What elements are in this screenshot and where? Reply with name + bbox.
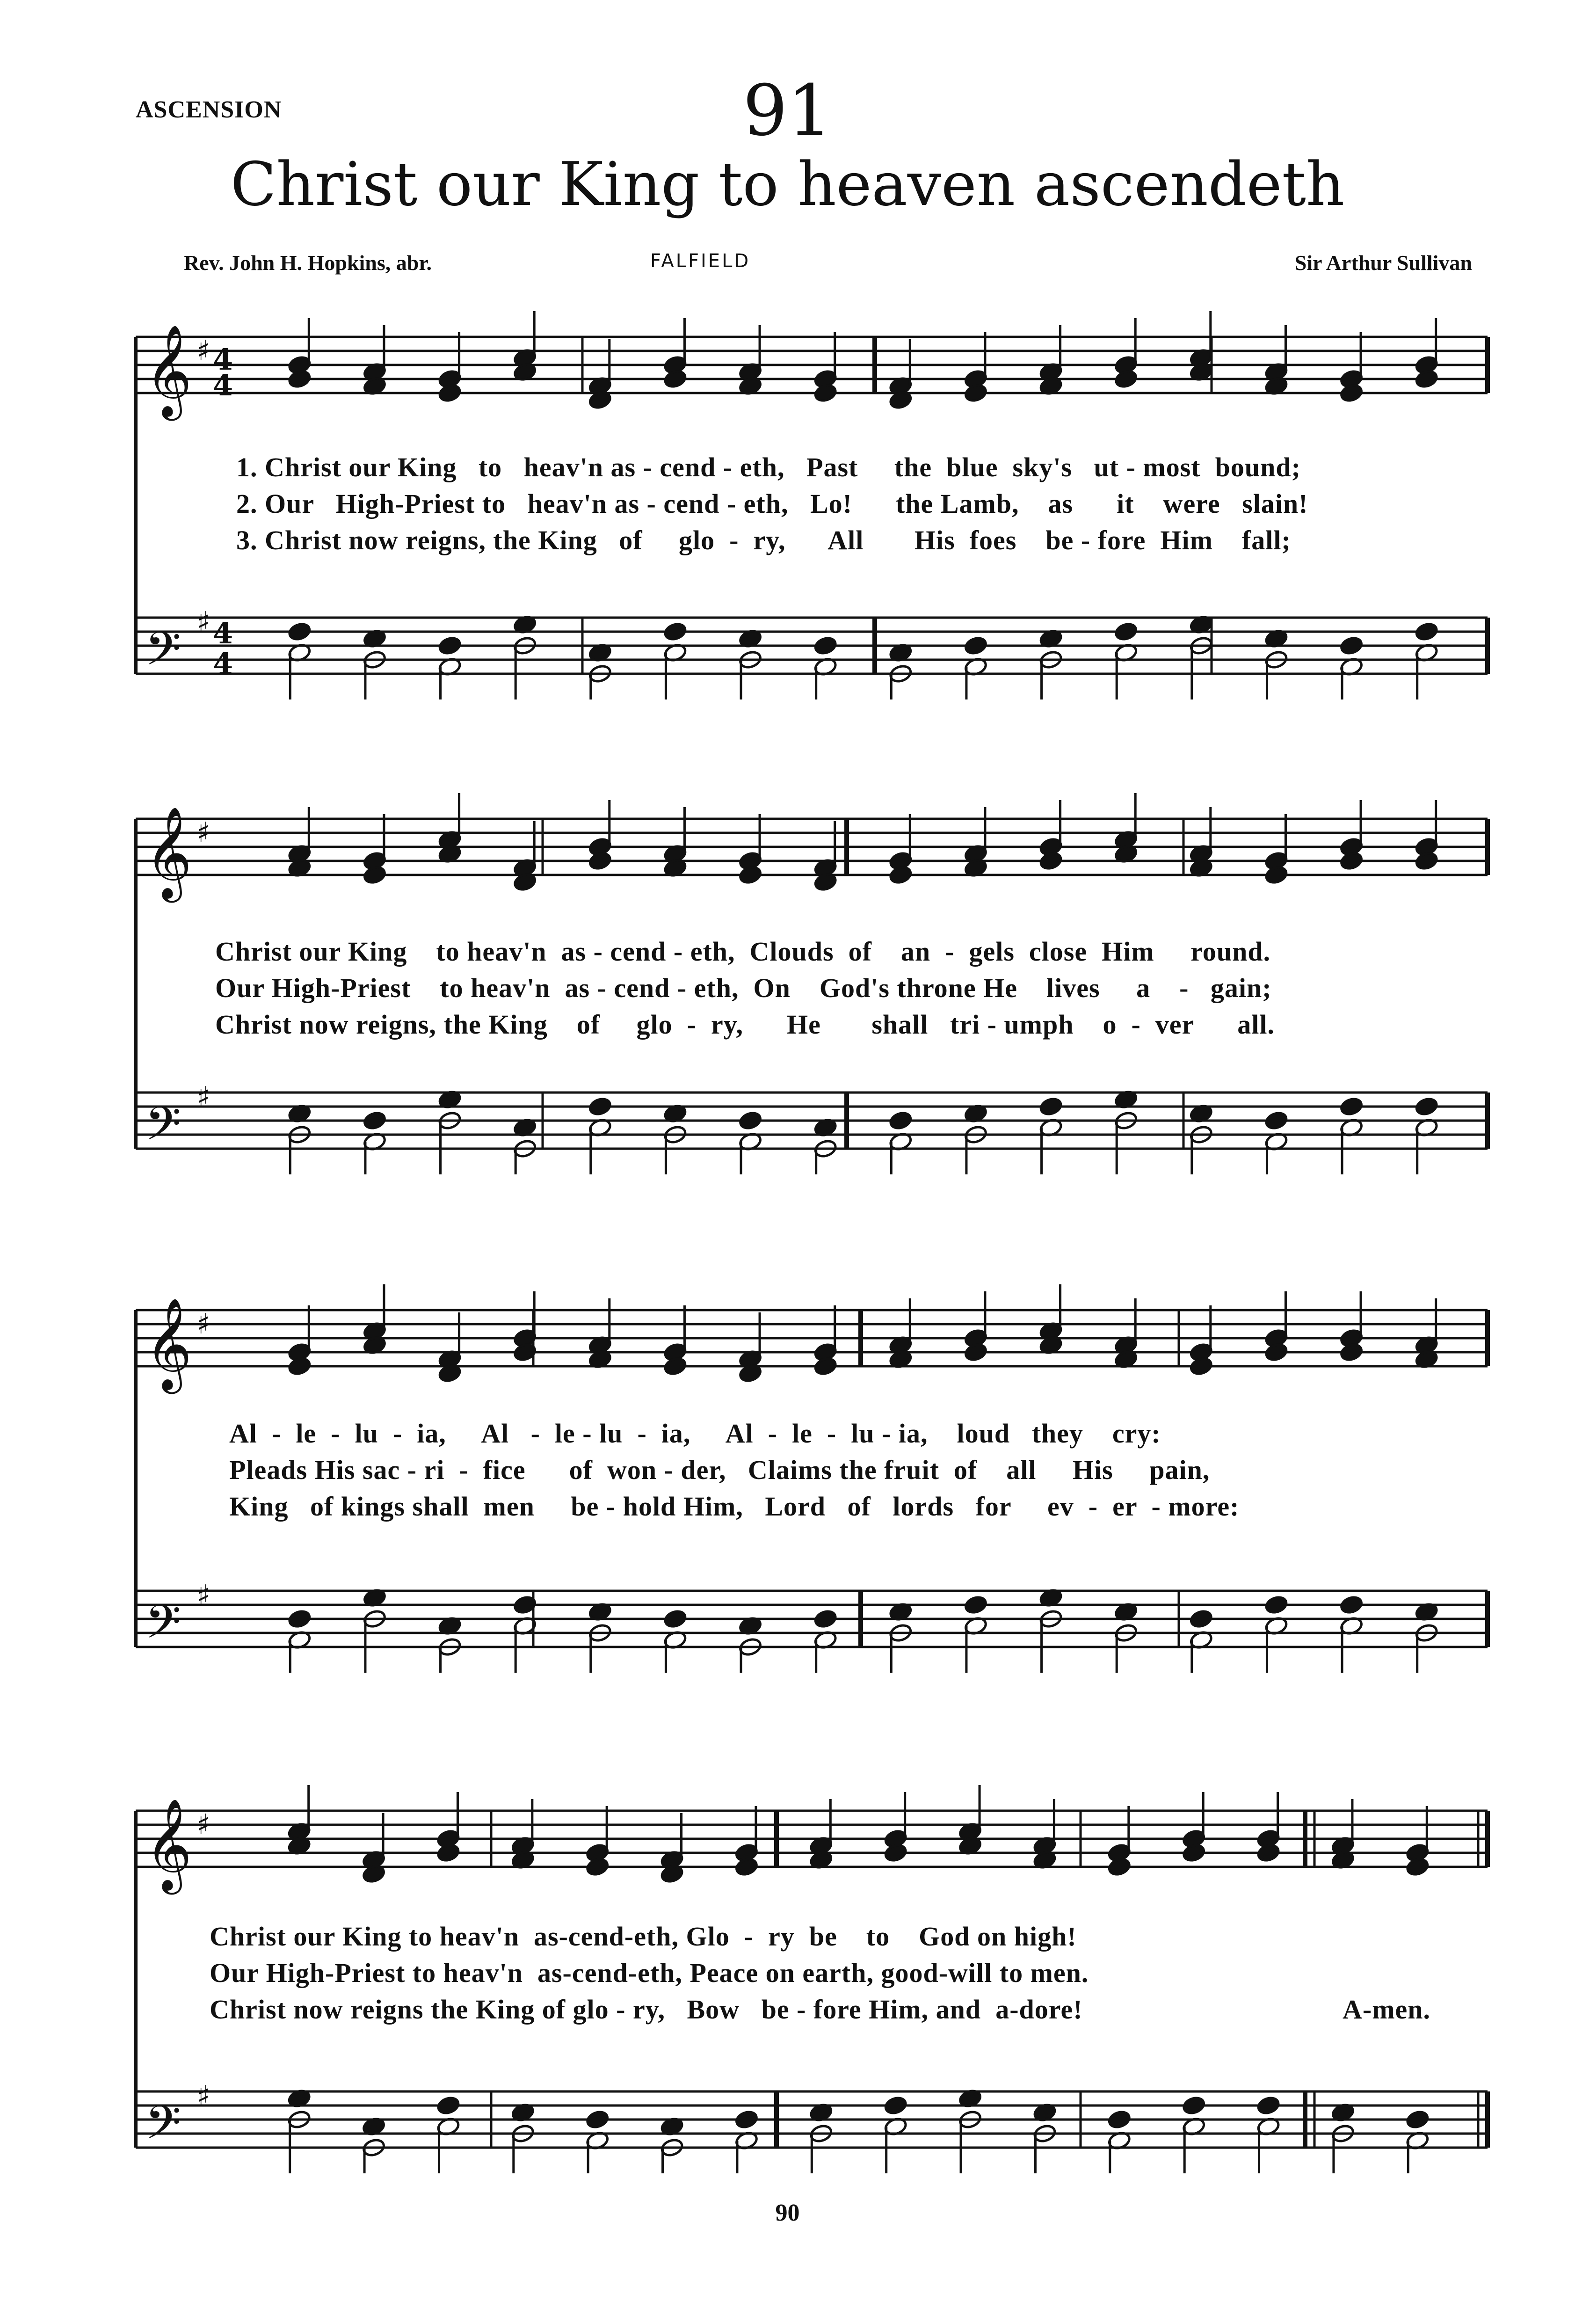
note-head	[889, 1110, 913, 1130]
svg-text:𝄢: 𝄢	[145, 1097, 181, 1162]
svg-text:♯: ♯	[196, 1081, 210, 1114]
tune-name: FALFIELD	[650, 250, 751, 272]
author-credit: Rev. John H. Hopkins, abr.	[184, 251, 432, 275]
note-head	[964, 635, 988, 656]
lyric-line: Christ our King to heav'n as-cend-eth, Glo - ry be to God on high!	[210, 1921, 1077, 1952]
lyric-line: Our High-Priest to heav'n as-cend-eth, Peace on earth, good-will to men.	[210, 1958, 1089, 1988]
note-head	[734, 2109, 759, 2129]
svg-text:𝄢: 𝄢	[145, 2096, 181, 2161]
svg-text:♯: ♯	[196, 606, 210, 639]
hymn-number: 91	[743, 70, 832, 152]
lyric-line: Our High-Priest to heav'n as - cend - eth, On God's throne He lives a - gain;	[215, 973, 1272, 1003]
note-head	[1114, 621, 1138, 641]
note-head	[813, 1609, 838, 1629]
note-head	[588, 1096, 612, 1116]
svg-text:𝄞: 𝄞	[145, 1798, 192, 1891]
note-head	[1107, 2109, 1132, 2129]
lyric-line: King of kings shall men be - hold Him, Lord of lords for ev - er - more:	[229, 1491, 1240, 1522]
note-head	[1256, 2095, 1281, 2115]
note-head	[585, 2109, 610, 2129]
note-head	[813, 635, 838, 656]
lyric-line: Christ our King to heav'n as - cend - eth, Clouds of an - gels close Him round.	[215, 936, 1271, 967]
system-1-bass-staff	[136, 618, 1488, 674]
note-head	[1339, 1595, 1364, 1615]
svg-text:♯: ♯	[196, 816, 210, 849]
svg-text:𝄞: 𝄞	[145, 1297, 192, 1390]
svg-text:♯: ♯	[196, 1808, 210, 1841]
note-head	[663, 621, 688, 641]
svg-text:4: 4	[213, 342, 233, 377]
amen-text: A-men.	[1343, 1994, 1431, 2025]
svg-text:𝄞: 𝄞	[145, 324, 192, 417]
svg-text:♯: ♯	[196, 2080, 210, 2113]
note-head	[1264, 1110, 1289, 1130]
lyric-line: Al - le - lu - ia, Al - le - lu - ia, Al - le - lu - ia, loud they cry:	[229, 1418, 1161, 1449]
svg-text:♯: ♯	[196, 335, 210, 367]
svg-text:♯: ♯	[196, 1579, 210, 1612]
svg-text:𝄢: 𝄢	[145, 1595, 181, 1661]
note-head	[884, 2095, 908, 2115]
note-head	[1189, 1609, 1213, 1629]
note-head	[1415, 621, 1439, 641]
lyric-line: 2. Our High-Priest to heav'n as - cend - eth, Lo! the Lamb, as it were slain!	[236, 488, 1308, 519]
hymn-title: Christ our King to heaven ascendeth	[230, 150, 1345, 219]
note-head	[363, 1110, 387, 1130]
lyric-line: Pleads His sac - ri - fice of won - der, Claims the fruit of all His pain,	[229, 1455, 1210, 1485]
composer-credit: Sir Arthur Sullivan	[1294, 251, 1472, 275]
note-head	[436, 2095, 461, 2115]
lyric-line: Christ now reigns, the King of glo - ry, He shall tri - umph o - ver all.	[215, 1009, 1275, 1040]
lyric-line: Christ now reigns the King of glo - ry, Bow be - fore Him, and a-dore!	[210, 1994, 1083, 2025]
note-head	[663, 1609, 688, 1629]
note-head	[964, 1595, 988, 1615]
svg-text:4: 4	[213, 616, 233, 650]
note-head	[1264, 1595, 1289, 1615]
svg-text:𝄢: 𝄢	[145, 622, 181, 687]
note-head	[1339, 635, 1364, 656]
svg-text:♯: ♯	[196, 1308, 210, 1340]
note-head	[738, 1110, 762, 1130]
note-head	[1406, 2109, 1430, 2129]
lyric-line: 3. Christ now reigns, the King of glo - ry, All His foes be - fore Him fall;	[236, 525, 1291, 555]
svg-text:𝄞: 𝄞	[145, 806, 192, 899]
note-head	[1039, 1096, 1063, 1116]
note-head	[1339, 1096, 1364, 1116]
note-head	[288, 621, 312, 641]
page-number: 90	[775, 2200, 800, 2226]
note-head	[438, 635, 462, 656]
lyric-line: 1. Christ our King to heav'n as - cend - eth, Past the blue sky's ut - most bound;	[236, 452, 1301, 482]
note-head	[1415, 1096, 1439, 1116]
season-heading: ASCENSION	[136, 96, 282, 123]
note-head	[1182, 2095, 1206, 2115]
svg-text:4: 4	[213, 647, 233, 681]
note-head	[288, 1609, 312, 1629]
svg-text:4: 4	[213, 368, 233, 402]
